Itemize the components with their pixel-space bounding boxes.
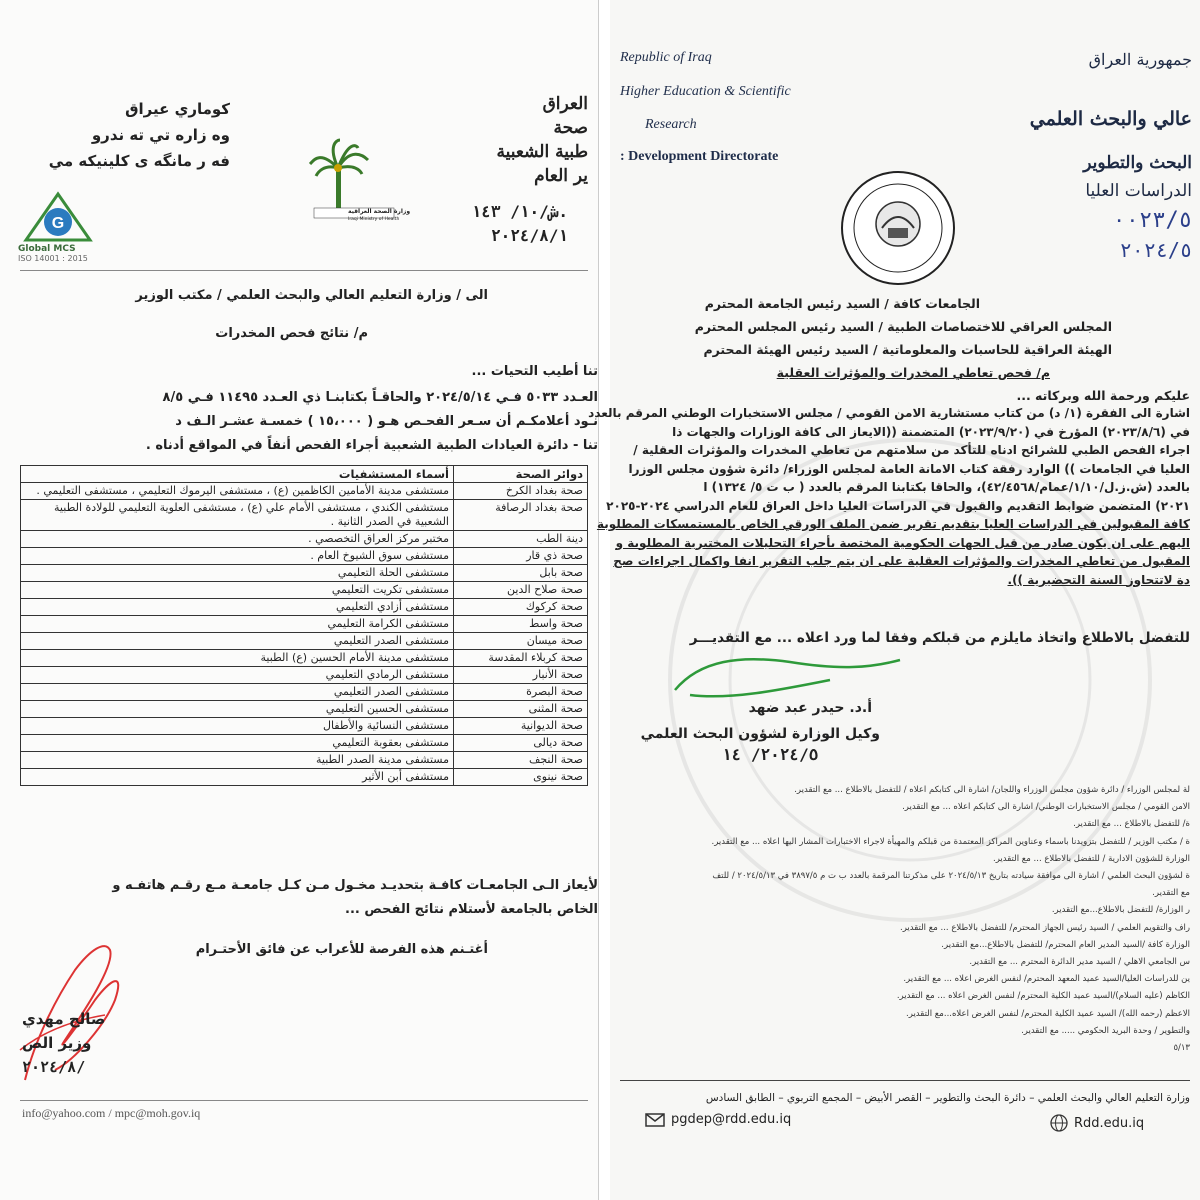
body-line: ٢٠٢١) المتضمن ضوابط التقديم والقبول في الدراسات العليا داخل العراق للعام الدراسي ٢٠٢٤-٢٠٢٥ bbox=[606, 498, 1190, 513]
letterhead-en-line: Higher Education & Scientific bbox=[620, 84, 791, 99]
signer-title: وكيل الوزارة لشؤون البحث العلمي bbox=[640, 726, 880, 742]
copy-line: مع التقدير. bbox=[1152, 888, 1190, 899]
regards-line: أغتـنم هذه الفرصة للأعراب عن فائق الأحتـرام bbox=[195, 942, 488, 957]
letterhead-en-line: : Development Directorate bbox=[620, 149, 779, 164]
table-row bbox=[21, 599, 588, 616]
ministry-of-health-letter bbox=[0, 0, 599, 1200]
hospital-cell: مستشفى مدينة الصدر الطبية bbox=[21, 752, 454, 769]
hospital-cell: مستشفى الصدر التعليمي bbox=[21, 633, 454, 650]
copy-line: ة / مكتب الوزير / للتفضل بتزويدنا باسماء وعناوين المراكز المعتمدة من قبلكم والمهيأة لاجراء الاختبارات المشار اليها اعلاه ... مع التقدير. bbox=[711, 836, 1190, 847]
copy-line: س الجامعي الاهلي / السيد مدير الدائرة المحترم ... مع التقدير. bbox=[969, 957, 1190, 968]
health-directorate-cell: صحة كربلاء المقدسة bbox=[454, 650, 588, 667]
body-line: اشارة الى الفقرة (١/ د) من كتاب مستشارية الامن القومي / مجلس الاستخبارات الوطني المرقم بالعدد bbox=[588, 406, 1190, 420]
health-directorates-table bbox=[20, 465, 588, 786]
health-directorate-cell: صحة ميسان bbox=[454, 633, 588, 650]
globe-icon bbox=[1050, 1114, 1068, 1132]
letterhead-ar-line: عالي والبحث العلمي bbox=[1029, 108, 1192, 130]
signer-name: صالح مهدي bbox=[22, 1010, 106, 1028]
hospital-cell: مستشفى الكندي ، مستشفى الأمام علي (ع) ، مستشفى العلوية التعليمي للولادة الطبية الشعبية في الصدر الثانية . bbox=[21, 500, 454, 531]
signer-title: وزير الص bbox=[22, 1034, 92, 1052]
hospital-cell: مستشفى سوق الشيوخ العام . bbox=[21, 548, 454, 565]
subject-line: م/ نتائج فحص المخدرات bbox=[215, 326, 368, 341]
reference-block bbox=[472, 200, 568, 248]
letterhead-line: ير العام bbox=[534, 166, 588, 186]
health-directorate-cell: صحة بابل bbox=[454, 565, 588, 582]
body-line: بالعدد (ش.ز.ل/١/١٠/عمام/٤٢/٤٥٦٨)، والحاقا بكتابنا المرقم بالعدد ( ب ت ٥/ ١٣٢٤) ا bbox=[703, 480, 1190, 494]
closing-paragraph: لأيعاز الـى الجامعـات كافـة بتحديـد مخـول مـن كـل جامعـة مـع رقـم هاتفـه و bbox=[112, 878, 598, 893]
table-row bbox=[21, 735, 588, 752]
footer-web-block bbox=[1050, 1114, 1144, 1132]
letterhead-line: العراق bbox=[542, 94, 588, 114]
table-row bbox=[21, 483, 588, 500]
health-directorate-cell: صحة ذي قار bbox=[454, 548, 588, 565]
letterhead-en-line: Republic of Iraq bbox=[620, 50, 712, 65]
recipient-line: الى / وزارة التعليم العالي والبحث العلمي / مكتب الوزير bbox=[135, 288, 488, 303]
health-directorate-cell: صحة واسط bbox=[454, 616, 588, 633]
letterhead-line: فه ر مانگه ی کلینیکه مي bbox=[48, 152, 230, 170]
cert-iso: ISO 14001 : 2015 bbox=[18, 254, 88, 263]
health-directorate-cell: صحة كركوك bbox=[454, 599, 588, 616]
ministry-seal bbox=[838, 168, 958, 288]
hospital-cell: مستشفى الكرامة التعليمي bbox=[21, 616, 454, 633]
table-row bbox=[21, 769, 588, 786]
table-row bbox=[21, 650, 588, 667]
signer-date: ٢٠٢٤/٨/ bbox=[22, 1058, 86, 1076]
hospital-cell: مختبر مركز العراق التخصصي . bbox=[21, 531, 454, 548]
hospital-cell: مستشفى أزادي التعليمي bbox=[21, 599, 454, 616]
copy-line: والتطوير / وحدة البريد الحكومي ..... مع التقدير. bbox=[1021, 1025, 1190, 1036]
greeting: تنا أطيب التحيات ... bbox=[471, 364, 598, 379]
copy-line: الوزارة كافة /السيد المدير العام المحترم/ للتفضل بالاطلاع...مع التقدير. bbox=[941, 939, 1190, 950]
hospital-cell: مستشفى أبن الأثير bbox=[21, 769, 454, 786]
paragraph: نـود أعلامكـم أن سـعر الفحـص هـو ( ١٥،٠٠٠ ) خمسـة عشـر الـف د bbox=[175, 414, 598, 429]
table-row bbox=[21, 701, 588, 718]
copy-line: راف والتقويم العلمي / السيد رئيس الجهاز المحترم/ للتفضل بالاطلاع ... مع التقدير. bbox=[900, 922, 1190, 933]
envelope-icon bbox=[645, 1113, 665, 1127]
health-directorate-cell: صحة نينوى bbox=[454, 769, 588, 786]
health-directorate-cell: صحة بغداد الكرخ bbox=[454, 483, 588, 500]
table-row bbox=[21, 718, 588, 735]
hospital-cell: مستشفى الرمادي التعليمي bbox=[21, 667, 454, 684]
letterhead-ar-line: الدراسات العليا bbox=[1085, 181, 1192, 201]
column-header: أسماء المستشفيات bbox=[21, 466, 454, 483]
reference-date: ٢٠٢٤/٨/١ bbox=[490, 226, 568, 245]
table-body bbox=[21, 483, 588, 786]
letterhead-line: كوماري عيراق bbox=[125, 100, 230, 118]
hospital-cell: مستشفى النسائية والأطفال bbox=[21, 718, 454, 735]
table-row bbox=[21, 548, 588, 565]
letterhead-en-line: Research bbox=[645, 117, 697, 132]
copy-line: الامن القومي / مجلس الاستخبارات الوطني/ اشارة الى كتابكم اعلاه ... مع التقدير. bbox=[902, 802, 1190, 813]
footer-email-block bbox=[645, 1112, 791, 1127]
copy-line: الاعظم (رحمه الله)/ السيد عميد الكلية المحترم/ لنفس الغرض اعلاه...مع التقدير. bbox=[906, 1008, 1190, 1019]
logo-caption: وزارة الصحة العراقية bbox=[348, 208, 411, 215]
copy-line: ة لشؤون البحث العلمي / اشارة الى موافقة سيادته بتاريخ ٢٠٢٤/٥/١٣ على مذكرتنا المرقمة بالعدد ب ت م ٣٨٩٧/٥ في ٢٠٢٤/٥/١٣ / للتف bbox=[712, 871, 1190, 882]
health-directorate-cell: دينة الطب bbox=[454, 531, 588, 548]
table-row bbox=[21, 582, 588, 599]
letterhead-left bbox=[10, 96, 230, 174]
health-directorate-cell: صحة صلاح الدين bbox=[454, 582, 588, 599]
hospital-cell: مستشفى الحلة التعليمي bbox=[21, 565, 454, 582]
body-line: اليهم على ان يكون صادر من قبل الجهات الحكومية المختصة بأجراء التحليلات المختبرية المطلوبة و bbox=[615, 535, 1190, 550]
body-line: دة لاتتجاوز السنة التحضيرية )). bbox=[1007, 572, 1190, 587]
health-directorate-cell: صحة البصرة bbox=[454, 684, 588, 701]
body-line: المقبول من تعاطي المخدرات والمؤثرات العقلية على ان يتم جلب التقرير انفا واكمال اجراءات صح bbox=[613, 554, 1190, 568]
table-row bbox=[21, 616, 588, 633]
table-row bbox=[21, 565, 588, 582]
hospital-cell: مستشفى تكريت التعليمي bbox=[21, 582, 454, 599]
health-directorate-cell: صحة ديالى bbox=[454, 735, 588, 752]
copy-line: ٥/١٣ bbox=[1173, 1043, 1190, 1054]
hospital-cell: مستشفى الصدر التعليمي bbox=[21, 684, 454, 701]
hospital-cell: مستشفى الحسين التعليمي bbox=[21, 701, 454, 718]
higher-education-letter bbox=[588, 0, 1200, 1200]
signer-date: ٢٠٢٤/٥/ ١٤ bbox=[722, 745, 819, 764]
footer-divider bbox=[20, 1100, 588, 1101]
paragraph: العـدد ٥٠٣٣ فـي ٢٠٢٤/٥/١٤ والحاقـاً بكتابنـا ذي العـدد ١١٤٩٥ فـي ٨/٥ bbox=[162, 390, 598, 405]
letterhead-line: وه زاره تي ته ندرو bbox=[91, 126, 230, 144]
table-row bbox=[21, 752, 588, 769]
greeting: عليكم ورحمة الله وبركاته ... bbox=[1016, 388, 1190, 403]
footer-email: pgdep@rdd.edu.iq bbox=[671, 1112, 792, 1127]
letterhead-line: طبية الشعبية bbox=[496, 142, 588, 162]
copy-line: الكاظم (عليه السلام)/السيد عميد الكلية المحترم/ لنفس الغرض اعلاه ... مع التقدير. bbox=[896, 991, 1190, 1002]
hospital-cell: مستشفى مدينة الأمام الحسين (ع) الطبية bbox=[21, 650, 454, 667]
letter-body bbox=[588, 404, 1190, 589]
handwritten-ref: ٢٠٢٤/٥ bbox=[1119, 238, 1192, 262]
copy-line: ين للدراسات العليا/السيد عميد المعهد المحترم/ لنفس الغرض اعلاه ... مع التقدير. bbox=[903, 974, 1190, 985]
health-directorate-cell: صحة الديوانية bbox=[454, 718, 588, 735]
handwritten-ref: ٠٠٢٣/٥ bbox=[1112, 208, 1192, 233]
cert-name: Global MCS bbox=[18, 244, 76, 254]
table-row bbox=[21, 531, 588, 548]
table-header-row bbox=[21, 466, 588, 483]
seal-icon bbox=[838, 168, 958, 288]
column-header: دوائر الصحة bbox=[454, 466, 588, 483]
letterhead-ar-line: البحث والتطوير bbox=[1083, 153, 1192, 173]
health-directorate-cell: صحة الأنبار bbox=[454, 667, 588, 684]
hospital-cell: مستشفى مدينة الأمامين الكاظمين (ع) ، مستشفى اليرموك التعليمي ، مستشفى التعليمي . bbox=[21, 483, 454, 500]
header-divider bbox=[20, 270, 588, 271]
table-row bbox=[21, 500, 588, 531]
subject-line: م/ فحص تعاطي المخدرات والمؤثرات العقلية bbox=[776, 365, 1050, 380]
copy-line: ة/ للتفضل بالاطلاع ... مع التقدير. bbox=[1073, 819, 1190, 830]
addressee: الجامعات كافة / السيد رئيس الجامعة المحترم bbox=[704, 296, 980, 311]
reference-number: .ش/١٠/ ١٤٣ bbox=[471, 202, 568, 221]
table-row bbox=[21, 684, 588, 701]
footer-divider bbox=[620, 1080, 1190, 1081]
letterhead-right bbox=[497, 92, 588, 188]
copies-list bbox=[610, 782, 1190, 1057]
letterhead-ar-line: جمهورية العراق bbox=[1088, 50, 1192, 69]
body-line: كافة المقبولين في الدراسات العليا بتقديم تقرير ضمن الملف الورقي الخاص بالمستمسكات المطلوبة bbox=[596, 517, 1190, 531]
health-directorate-cell: صحة المثنى bbox=[454, 701, 588, 718]
footer-address: وزارة التعليم العالي والبحث العلمي – دائرة البحث والتطوير – القصر الأبيض – المجمع التربوي – الطابق السادس bbox=[705, 1092, 1190, 1104]
footer-email: info@yahoo.com / mpc@moh.gov.iq bbox=[22, 1106, 201, 1120]
ministry-logo bbox=[270, 120, 420, 230]
table-row bbox=[21, 633, 588, 650]
body-line: اجراء الفحص الطبي للشرائح ادناه للتأكد من سلامتهم من تعاطي المخدرات والمؤثرات العقلية / bbox=[633, 443, 1190, 457]
certification-logo bbox=[18, 190, 128, 265]
health-directorate-cell: صحة النجف bbox=[454, 752, 588, 769]
health-directorate-cell: صحة بغداد الرصافة bbox=[454, 500, 588, 531]
addressee: المجلس العراقي للاختصاصات الطبية / السيد رئيس المجلس المحترم bbox=[694, 319, 1112, 334]
closing-line: للتفضل بالاطلاع واتخاذ مايلزم من قبلكم وفقا لما ورد اعلاه ... مع التقديـــر bbox=[689, 630, 1190, 646]
globe-triangle-icon bbox=[18, 190, 128, 245]
letterhead-line: صحة bbox=[553, 118, 588, 138]
body-line: في (٢٠٢٣/٨/٦) المؤرخ في (٢٠٢٣/٩/٢٠) المتضمنة ((الايعاز الى كافة الوزارات والجهات ذا bbox=[672, 424, 1190, 439]
table-row bbox=[21, 667, 588, 684]
logo-caption-en: Iraqi Ministry of Health bbox=[348, 217, 400, 222]
signer-name: أ.د. حيدر عبد ضهد bbox=[748, 700, 872, 716]
addressee: الهيئة العراقية للحاسبات والمعلوماتية / السيد رئيس الهيئة المحترم bbox=[703, 342, 1112, 357]
footer-website: Rdd.edu.iq bbox=[1074, 1115, 1145, 1131]
hospital-cell: مستشفى بعقوبة التعليمي bbox=[21, 735, 454, 752]
copy-line: الوزارة للشؤون الادارية / للتفضل بالاطلاع ... مع التقدير. bbox=[993, 853, 1190, 864]
closing-paragraph: الخاص بالجامعة لأستلام نتائج الفحص ... bbox=[345, 902, 598, 917]
copy-line: ر الوزارة/ للتفضل بالاطلاع...مع التقدير. bbox=[1051, 905, 1190, 916]
body-line: العليا في الجامعات )) الوارد رفقة كتاب الامانة العامة لمجلس الوزراء/ دائرة شؤون مجلس الوزرا bbox=[628, 461, 1190, 476]
paragraph: تنا - دائرة العيادات الطبية الشعبية أجراء الفحص أنفاً في المواقع أدناه . bbox=[145, 438, 598, 453]
copy-line: لة لمجلس الوزراء / دائرة شؤون مجلس الوزراء واللجان/ اشارة الى كتابكم اعلاه / للتفضل بالاطلاع ... مع التقدير. bbox=[794, 785, 1190, 795]
svg-text:G: G bbox=[51, 215, 65, 232]
